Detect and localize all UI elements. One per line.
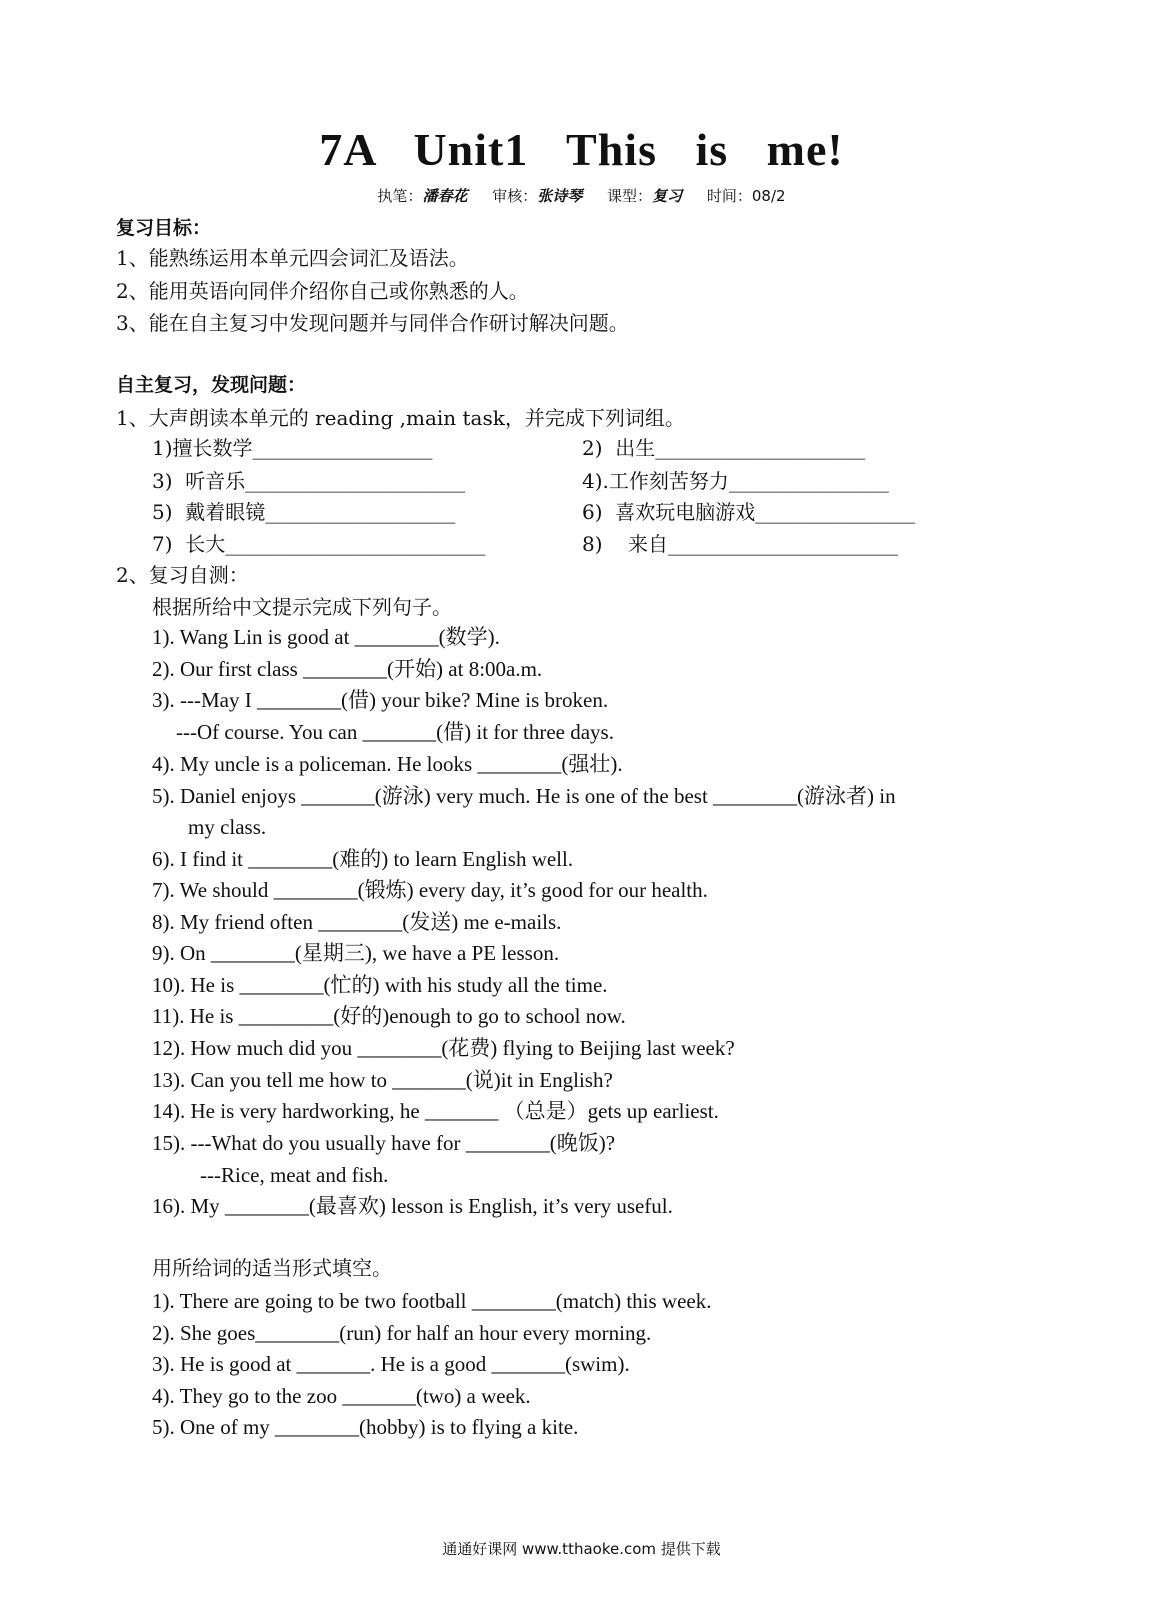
phrase-item: 8) 来自_______________________	[582, 532, 898, 556]
sentence-item: ---Of course. You can _______(借) it for three days.	[176, 720, 614, 744]
sentence-item: 6). I find it ________(难的) to learn English well.	[152, 847, 574, 871]
task2-instruction: 根据所给中文提示完成下列句子。	[152, 595, 452, 619]
sentence-item: 8). My friend often ________(发送) me e-mails.	[152, 910, 562, 934]
meta-reviewer-value: 张诗琴	[537, 187, 583, 205]
phrase-item: 7) 长大__________________________	[152, 532, 486, 556]
sentence-item: 3). ---May I ________(借) your bike? Mine is broken.	[152, 688, 609, 712]
fill-item: 3). He is good at _______. He is a good _______(swim).	[152, 1352, 630, 1376]
fill-item: 4). They go to the zoo _______(two) a week.	[152, 1384, 531, 1408]
sentence-item: 11). He is _________(好的)enough to go to school now.	[152, 1004, 626, 1028]
goal-item: 3、能在自主复习中发现问题并与同伴合作研讨解决问题。	[116, 311, 629, 335]
meta-time	[707, 187, 786, 205]
sentence-item: ---Rice, meat and fish.	[200, 1163, 389, 1187]
meta-author-value: 潘春花	[422, 187, 468, 205]
goal-item: 1、能熟练运用本单元四会词汇及语法。	[116, 246, 469, 270]
task1-instruction: 1、大声朗读本单元的 reading ,main task，并完成下列词组。	[116, 406, 685, 430]
meta-time-label: 时间：	[706, 187, 752, 205]
sentence-item: 12). How much did you ________(花费) flying to Beijing last week?	[152, 1036, 735, 1060]
sentence-item: 10). He is ________(忙的) with his study all the time.	[152, 973, 608, 997]
meta-line	[0, 186, 1163, 206]
meta-author-label: 执笔：	[377, 187, 423, 205]
phrase-item: 1)擅长数学__________________	[152, 436, 433, 460]
goal-item: 2、能用英语向同伴介绍你自己或你熟悉的人。	[116, 279, 529, 303]
goals-heading: 复习目标：	[116, 217, 212, 239]
phrase-item: 4).工作刻苦努力________________	[582, 469, 889, 493]
sentence-item: 1). Wang Lin is good at ________(数学).	[152, 625, 500, 649]
sentence-item: 4). My uncle is a policeman. He looks ________(强壮).	[152, 752, 623, 776]
phrase-item: 3) 听音乐______________________	[152, 469, 466, 493]
sentence-item: 16). My ________(最喜欢) lesson is English, it’s very useful.	[152, 1194, 673, 1218]
meta-time-value: 08/2	[751, 187, 786, 205]
sentence-item: 14). He is very hardworking, he _______ （总是）gets up earliest.	[152, 1099, 719, 1123]
meta-reviewer	[492, 187, 582, 205]
sentence-item: 13). Can you tell me how to _______(说)it in English?	[152, 1068, 613, 1092]
selfstudy-heading: 自主复习，发现问题：	[116, 374, 307, 396]
meta-type	[607, 187, 682, 205]
fill-item: 5). One of my ________(hobby) is to flying a kite.	[152, 1415, 579, 1439]
sentence-item: 15). ---What do you usually have for ________(晚饭)?	[152, 1131, 616, 1155]
sentence-item: 7). We should ________(锻炼) every day, it’s good for our health.	[152, 878, 708, 902]
meta-type-value: 复习	[652, 187, 683, 205]
phrase-item: 2) 出生_____________________	[582, 436, 866, 460]
sentence-item: 5). Daniel enjoys _______(游泳) very much. He is one of the best ________(游泳者) in	[152, 784, 896, 808]
phrase-item: 6) 喜欢玩电脑游戏________________	[582, 500, 916, 524]
task2-heading: 2、复习自测：	[116, 563, 249, 587]
meta-type-label: 课型：	[607, 187, 653, 205]
meta-reviewer-label: 审核：	[492, 187, 538, 205]
sentence-item: my class.	[188, 815, 267, 839]
sentence-item: 2). Our first class ________(开始) at 8:00a.m.	[152, 657, 543, 681]
fill-item: 1). There are going to be two football ________(match) this week.	[152, 1289, 712, 1313]
part3-instruction: 用所给词的适当形式填空。	[152, 1256, 392, 1280]
sentence-item: 9). On ________(星期三), we have a PE lesson.	[152, 941, 560, 965]
meta-author	[377, 187, 467, 205]
phrase-item: 5) 戴着眼镜___________________	[152, 500, 456, 524]
page-title: 7A Unit1 This is me!	[319, 124, 844, 175]
fill-item: 2). She goes________(run) for half an hour every morning.	[152, 1321, 652, 1345]
page-footer: 通通好课网 www.tthaoke.com 提供下载	[442, 1540, 721, 1558]
